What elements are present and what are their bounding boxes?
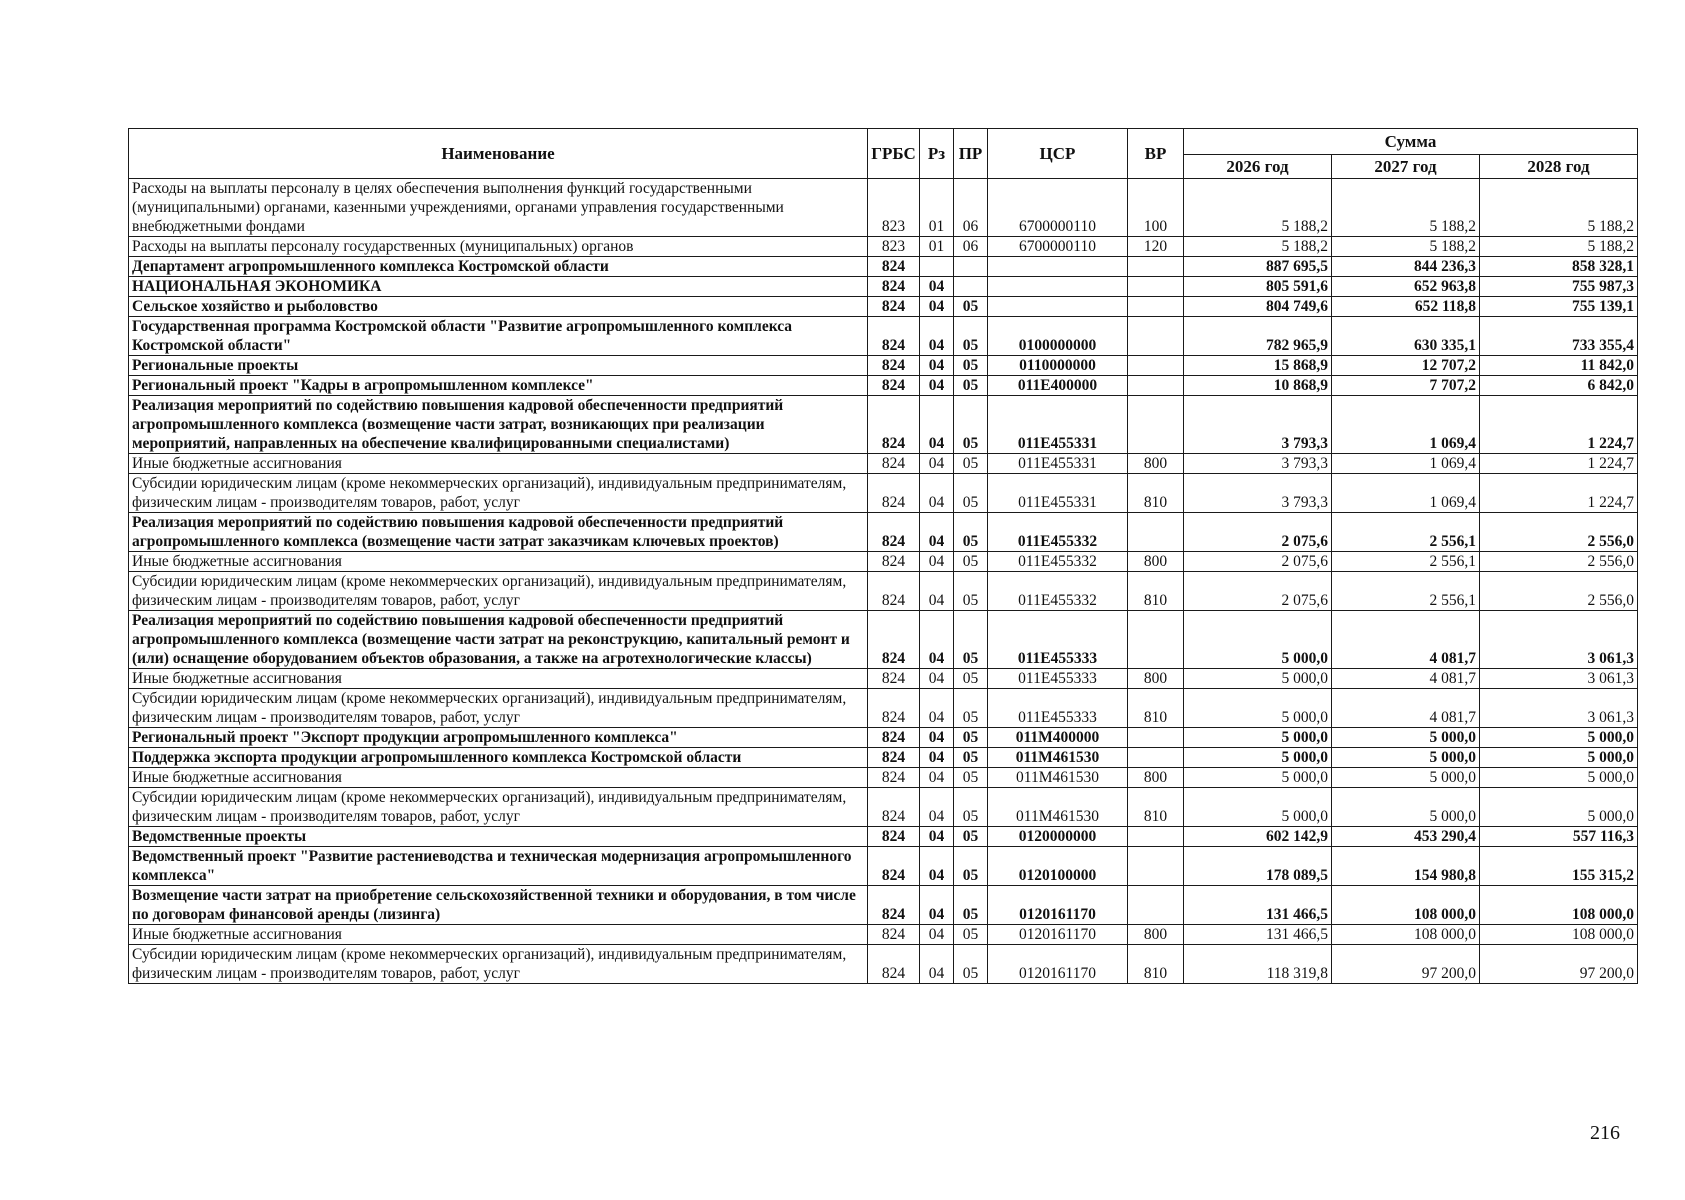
cell-rz: 04 xyxy=(920,669,954,689)
table-row xyxy=(129,827,1638,847)
cell-2028: 557 116,3 xyxy=(1480,827,1638,847)
cell-2026: 602 142,9 xyxy=(1184,827,1332,847)
cell-2027: 652 118,8 xyxy=(1332,297,1480,317)
cell-grbs: 824 xyxy=(868,396,920,454)
cell-vr xyxy=(1128,396,1184,454)
table-row xyxy=(129,728,1638,748)
table-row xyxy=(129,317,1638,356)
cell-2027: 108 000,0 xyxy=(1332,886,1480,925)
cell-2026: 5 000,0 xyxy=(1184,768,1332,788)
cell-2028: 5 000,0 xyxy=(1480,788,1638,827)
cell-grbs: 824 xyxy=(868,572,920,611)
cell-vr xyxy=(1128,297,1184,317)
cell-grbs: 824 xyxy=(868,376,920,396)
cell-2027: 4 081,7 xyxy=(1332,669,1480,689)
cell-name: НАЦИОНАЛЬНАЯ ЭКОНОМИКА xyxy=(129,277,868,297)
cell-grbs: 823 xyxy=(868,237,920,257)
cell-rz: 04 xyxy=(920,474,954,513)
cell-csr: 011Е455331 xyxy=(988,396,1128,454)
cell-grbs: 824 xyxy=(868,788,920,827)
cell-2028: 5 188,2 xyxy=(1480,237,1638,257)
cell-2028: 3 061,3 xyxy=(1480,689,1638,728)
budget-table xyxy=(128,128,1638,984)
table-row xyxy=(129,237,1638,257)
cell-rz: 04 xyxy=(920,277,954,297)
table-row xyxy=(129,513,1638,552)
cell-pr xyxy=(954,277,988,297)
cell-2027: 108 000,0 xyxy=(1332,925,1480,945)
cell-rz: 04 xyxy=(920,748,954,768)
cell-name: Иные бюджетные ассигнования xyxy=(129,454,868,474)
cell-rz: 04 xyxy=(920,611,954,669)
cell-rz: 04 xyxy=(920,886,954,925)
cell-2026: 782 965,9 xyxy=(1184,317,1332,356)
cell-2028: 733 355,4 xyxy=(1480,317,1638,356)
table-row xyxy=(129,297,1638,317)
cell-pr: 05 xyxy=(954,376,988,396)
cell-vr xyxy=(1128,513,1184,552)
cell-rz: 04 xyxy=(920,689,954,728)
table-row xyxy=(129,356,1638,376)
cell-vr: 100 xyxy=(1128,179,1184,237)
cell-name: Ведомственный проект "Развитие растениеводства и техническая модернизация агропромышленного комплекса" xyxy=(129,847,868,886)
cell-2027: 4 081,7 xyxy=(1332,611,1480,669)
cell-2026: 2 075,6 xyxy=(1184,552,1332,572)
cell-grbs: 824 xyxy=(868,945,920,984)
cell-rz: 01 xyxy=(920,179,954,237)
cell-2027: 12 707,2 xyxy=(1332,356,1480,376)
cell-pr: 05 xyxy=(954,945,988,984)
cell-2028: 1 224,7 xyxy=(1480,454,1638,474)
cell-grbs: 824 xyxy=(868,317,920,356)
cell-name: Расходы на выплаты персоналу государственных (муниципальных) органов xyxy=(129,237,868,257)
cell-name: Возмещение части затрат на приобретение сельскохозяйственной техники и оборудования, в том числе по договорам финансовой аренды (лизинга) xyxy=(129,886,868,925)
cell-2027: 453 290,4 xyxy=(1332,827,1480,847)
cell-grbs: 824 xyxy=(868,297,920,317)
table-row xyxy=(129,847,1638,886)
cell-grbs: 824 xyxy=(868,552,920,572)
cell-name: Иные бюджетные ассигнования xyxy=(129,552,868,572)
cell-csr: 011Е455331 xyxy=(988,454,1128,474)
cell-2028: 2 556,0 xyxy=(1480,552,1638,572)
cell-csr: 011Е455333 xyxy=(988,611,1128,669)
cell-vr: 810 xyxy=(1128,788,1184,827)
cell-rz: 04 xyxy=(920,317,954,356)
cell-vr: 810 xyxy=(1128,945,1184,984)
cell-vr xyxy=(1128,356,1184,376)
cell-rz: 04 xyxy=(920,827,954,847)
cell-2028: 755 987,3 xyxy=(1480,277,1638,297)
cell-2028: 755 139,1 xyxy=(1480,297,1638,317)
cell-2026: 5 000,0 xyxy=(1184,611,1332,669)
cell-2028: 5 000,0 xyxy=(1480,728,1638,748)
cell-2026: 887 695,5 xyxy=(1184,257,1332,277)
table-row xyxy=(129,945,1638,984)
cell-2026: 131 466,5 xyxy=(1184,925,1332,945)
cell-grbs: 824 xyxy=(868,257,920,277)
header-grbs: ГРБС xyxy=(868,129,920,179)
cell-name: Региональный проект "Экспорт продукции агропромышленного комплекса" xyxy=(129,728,868,748)
cell-2027: 844 236,3 xyxy=(1332,257,1480,277)
cell-pr: 05 xyxy=(954,827,988,847)
cell-pr: 05 xyxy=(954,454,988,474)
cell-2026: 3 793,3 xyxy=(1184,396,1332,454)
header-name: Наименование xyxy=(129,129,868,179)
cell-pr: 05 xyxy=(954,611,988,669)
cell-2027: 1 069,4 xyxy=(1332,396,1480,454)
table-row xyxy=(129,689,1638,728)
cell-rz: 04 xyxy=(920,513,954,552)
table-row xyxy=(129,669,1638,689)
table-row xyxy=(129,611,1638,669)
cell-csr: 011Е455331 xyxy=(988,474,1128,513)
header-year-2028: 2028 год xyxy=(1480,155,1638,179)
cell-2028: 2 556,0 xyxy=(1480,513,1638,552)
cell-2027: 2 556,1 xyxy=(1332,552,1480,572)
cell-name: Иные бюджетные ассигнования xyxy=(129,768,868,788)
cell-grbs: 824 xyxy=(868,689,920,728)
page-number: 216 xyxy=(1590,1122,1620,1144)
header-csr: ЦСР xyxy=(988,129,1128,179)
cell-2028: 1 224,7 xyxy=(1480,474,1638,513)
cell-csr: 0120161170 xyxy=(988,945,1128,984)
cell-2027: 5 188,2 xyxy=(1332,179,1480,237)
cell-csr xyxy=(988,277,1128,297)
table-row xyxy=(129,277,1638,297)
cell-rz: 04 xyxy=(920,788,954,827)
cell-2027: 4 081,7 xyxy=(1332,689,1480,728)
cell-name: Сельское хозяйство и рыболовство xyxy=(129,297,868,317)
cell-rz: 04 xyxy=(920,552,954,572)
cell-2028: 3 061,3 xyxy=(1480,611,1638,669)
cell-grbs: 824 xyxy=(868,748,920,768)
cell-vr: 800 xyxy=(1128,552,1184,572)
cell-2027: 5 000,0 xyxy=(1332,748,1480,768)
cell-name: Субсидии юридическим лицам (кроме некоммерческих организаций), индивидуальным предпринимателям, физическим лицам - производителям товаров, работ, услуг xyxy=(129,474,868,513)
cell-grbs: 824 xyxy=(868,925,920,945)
cell-2026: 3 793,3 xyxy=(1184,454,1332,474)
cell-2028: 97 200,0 xyxy=(1480,945,1638,984)
cell-rz: 04 xyxy=(920,297,954,317)
table-body xyxy=(129,179,1638,984)
cell-csr: 0100000000 xyxy=(988,317,1128,356)
cell-name: Субсидии юридическим лицам (кроме некоммерческих организаций), индивидуальным предпринимателям, физическим лицам - производителям товаров, работ, услуг xyxy=(129,945,868,984)
cell-2028: 5 000,0 xyxy=(1480,768,1638,788)
cell-grbs: 824 xyxy=(868,513,920,552)
cell-vr xyxy=(1128,611,1184,669)
cell-name: Субсидии юридическим лицам (кроме некоммерческих организаций), индивидуальным предпринимателям, физическим лицам - производителям товаров, работ, услуг xyxy=(129,788,868,827)
table-row xyxy=(129,454,1638,474)
cell-2026: 5 188,2 xyxy=(1184,237,1332,257)
cell-grbs: 824 xyxy=(868,356,920,376)
cell-rz: 04 xyxy=(920,945,954,984)
cell-vr xyxy=(1128,257,1184,277)
cell-pr: 05 xyxy=(954,748,988,768)
cell-pr: 05 xyxy=(954,572,988,611)
cell-2028: 858 328,1 xyxy=(1480,257,1638,277)
table-row xyxy=(129,179,1638,237)
cell-vr: 800 xyxy=(1128,925,1184,945)
cell-2026: 2 075,6 xyxy=(1184,513,1332,552)
cell-2028: 6 842,0 xyxy=(1480,376,1638,396)
cell-2028: 108 000,0 xyxy=(1480,925,1638,945)
cell-2027: 5 000,0 xyxy=(1332,768,1480,788)
cell-pr: 06 xyxy=(954,237,988,257)
cell-name: Региональные проекты xyxy=(129,356,868,376)
cell-csr: 6700000110 xyxy=(988,179,1128,237)
cell-grbs: 824 xyxy=(868,728,920,748)
cell-grbs: 824 xyxy=(868,454,920,474)
cell-2028: 155 315,2 xyxy=(1480,847,1638,886)
cell-2026: 5 000,0 xyxy=(1184,748,1332,768)
cell-name: Департамент агропромышленного комплекса Костромской области xyxy=(129,257,868,277)
cell-pr: 05 xyxy=(954,317,988,356)
cell-csr: 011М461530 xyxy=(988,768,1128,788)
cell-grbs: 824 xyxy=(868,768,920,788)
cell-csr: 011Е455332 xyxy=(988,572,1128,611)
cell-vr: 810 xyxy=(1128,474,1184,513)
cell-name: Реализация мероприятий по содействию повышения кадровой обеспеченности предприятий агропромышленного комплекса (возмещение части затрат на реконструкцию, капитальный ремонт и (или) оснащение оборудованием объектов образования, а также на агротехнологические классы) xyxy=(129,611,868,669)
cell-2026: 178 089,5 xyxy=(1184,847,1332,886)
cell-csr xyxy=(988,257,1128,277)
cell-2028: 1 224,7 xyxy=(1480,396,1638,454)
cell-2028: 5 188,2 xyxy=(1480,179,1638,237)
cell-pr: 05 xyxy=(954,788,988,827)
table-row xyxy=(129,572,1638,611)
cell-grbs: 824 xyxy=(868,611,920,669)
cell-pr: 05 xyxy=(954,474,988,513)
table-row xyxy=(129,552,1638,572)
cell-name: Ведомственные проекты xyxy=(129,827,868,847)
cell-2027: 630 335,1 xyxy=(1332,317,1480,356)
cell-rz: 04 xyxy=(920,925,954,945)
cell-pr: 05 xyxy=(954,925,988,945)
cell-2028: 3 061,3 xyxy=(1480,669,1638,689)
header-sum: Сумма xyxy=(1184,129,1638,155)
cell-pr: 05 xyxy=(954,886,988,925)
cell-name: Субсидии юридическим лицам (кроме некоммерческих организаций), индивидуальным предпринимателям, физическим лицам - производителям товаров, работ, услуг xyxy=(129,689,868,728)
cell-rz: 04 xyxy=(920,396,954,454)
cell-2028: 108 000,0 xyxy=(1480,886,1638,925)
cell-vr: 810 xyxy=(1128,689,1184,728)
cell-2027: 652 963,8 xyxy=(1332,277,1480,297)
cell-2026: 118 319,8 xyxy=(1184,945,1332,984)
cell-2026: 5 188,2 xyxy=(1184,179,1332,237)
cell-2027: 7 707,2 xyxy=(1332,376,1480,396)
cell-2027: 5 188,2 xyxy=(1332,237,1480,257)
cell-name: Реализация мероприятий по содействию повышения кадровой обеспеченности предприятий агропромышленного комплекса (возмещение части затрат заказчикам ключевых проектов) xyxy=(129,513,868,552)
cell-vr: 810 xyxy=(1128,572,1184,611)
cell-2027: 1 069,4 xyxy=(1332,454,1480,474)
cell-csr: 011Е455332 xyxy=(988,513,1128,552)
cell-pr: 06 xyxy=(954,179,988,237)
cell-2027: 1 069,4 xyxy=(1332,474,1480,513)
cell-vr xyxy=(1128,847,1184,886)
cell-2026: 10 868,9 xyxy=(1184,376,1332,396)
header-year-2026: 2026 год xyxy=(1184,155,1332,179)
cell-pr: 05 xyxy=(954,689,988,728)
cell-2026: 5 000,0 xyxy=(1184,669,1332,689)
cell-pr: 05 xyxy=(954,356,988,376)
cell-rz: 04 xyxy=(920,454,954,474)
cell-csr: 0120161170 xyxy=(988,886,1128,925)
cell-vr xyxy=(1128,886,1184,925)
cell-name: Иные бюджетные ассигнования xyxy=(129,669,868,689)
cell-vr xyxy=(1128,317,1184,356)
cell-grbs: 824 xyxy=(868,847,920,886)
cell-grbs: 824 xyxy=(868,277,920,297)
cell-grbs: 824 xyxy=(868,827,920,847)
cell-rz: 04 xyxy=(920,768,954,788)
cell-2028: 11 842,0 xyxy=(1480,356,1638,376)
cell-vr xyxy=(1128,827,1184,847)
cell-csr: 011Е455332 xyxy=(988,552,1128,572)
cell-vr: 800 xyxy=(1128,768,1184,788)
cell-vr: 800 xyxy=(1128,454,1184,474)
cell-csr: 0120161170 xyxy=(988,925,1128,945)
cell-csr: 011Е455333 xyxy=(988,689,1128,728)
cell-2026: 3 793,3 xyxy=(1184,474,1332,513)
cell-csr: 0110000000 xyxy=(988,356,1128,376)
cell-csr: 0120100000 xyxy=(988,847,1128,886)
cell-2028: 5 000,0 xyxy=(1480,748,1638,768)
cell-rz: 04 xyxy=(920,728,954,748)
cell-csr: 6700000110 xyxy=(988,237,1128,257)
table-row xyxy=(129,886,1638,925)
table-header xyxy=(129,129,1638,179)
cell-2027: 2 556,1 xyxy=(1332,513,1480,552)
cell-rz: 01 xyxy=(920,237,954,257)
cell-pr: 05 xyxy=(954,396,988,454)
cell-name: Государственная программа Костромской области "Развитие агропромышленного комплекса Костромской области" xyxy=(129,317,868,356)
table-row xyxy=(129,376,1638,396)
header-vr: ВР xyxy=(1128,129,1184,179)
cell-vr xyxy=(1128,728,1184,748)
cell-pr xyxy=(954,257,988,277)
table-row xyxy=(129,396,1638,454)
cell-pr: 05 xyxy=(954,513,988,552)
table-row xyxy=(129,474,1638,513)
cell-vr xyxy=(1128,277,1184,297)
cell-rz: 04 xyxy=(920,847,954,886)
cell-pr: 05 xyxy=(954,552,988,572)
header-pr: ПР xyxy=(954,129,988,179)
cell-csr: 011М461530 xyxy=(988,748,1128,768)
header-year-2027: 2027 год xyxy=(1332,155,1480,179)
cell-2027: 2 556,1 xyxy=(1332,572,1480,611)
cell-2026: 5 000,0 xyxy=(1184,788,1332,827)
cell-csr: 011М400000 xyxy=(988,728,1128,748)
cell-name: Субсидии юридическим лицам (кроме некоммерческих организаций), индивидуальным предпринимателям, физическим лицам - производителям товаров, работ, услуг xyxy=(129,572,868,611)
table-row xyxy=(129,257,1638,277)
cell-name: Реализация мероприятий по содействию повышения кадровой обеспеченности предприятий агропромышленного комплекса (возмещение части затрат, возникающих при реализации мероприятий, направленных на обеспечение квалифицированными специалистами) xyxy=(129,396,868,454)
header-rz: Рз xyxy=(920,129,954,179)
cell-2027: 154 980,8 xyxy=(1332,847,1480,886)
cell-2026: 2 075,6 xyxy=(1184,572,1332,611)
cell-2026: 5 000,0 xyxy=(1184,728,1332,748)
cell-2026: 805 591,6 xyxy=(1184,277,1332,297)
table-row xyxy=(129,748,1638,768)
cell-name: Иные бюджетные ассигнования xyxy=(129,925,868,945)
cell-csr: 011Е455333 xyxy=(988,669,1128,689)
cell-rz: 04 xyxy=(920,356,954,376)
table-row xyxy=(129,768,1638,788)
cell-pr: 05 xyxy=(954,847,988,886)
cell-name: Поддержка экспорта продукции агропромышленного комплекса Костромской области xyxy=(129,748,868,768)
cell-2027: 5 000,0 xyxy=(1332,728,1480,748)
cell-pr: 05 xyxy=(954,297,988,317)
cell-name: Расходы на выплаты персоналу в целях обеспечения выполнения функций государственными (муниципальными) органами, казенными учреждениями, органами управления государственными внебюджетными фондами xyxy=(129,179,868,237)
cell-2026: 5 000,0 xyxy=(1184,689,1332,728)
cell-vr xyxy=(1128,376,1184,396)
cell-pr: 05 xyxy=(954,768,988,788)
cell-pr: 05 xyxy=(954,669,988,689)
cell-2028: 2 556,0 xyxy=(1480,572,1638,611)
cell-vr: 120 xyxy=(1128,237,1184,257)
cell-vr: 800 xyxy=(1128,669,1184,689)
cell-pr: 05 xyxy=(954,728,988,748)
cell-grbs: 823 xyxy=(868,179,920,237)
cell-grbs: 824 xyxy=(868,669,920,689)
cell-vr xyxy=(1128,748,1184,768)
cell-grbs: 824 xyxy=(868,474,920,513)
cell-csr: 011М461530 xyxy=(988,788,1128,827)
cell-grbs: 824 xyxy=(868,886,920,925)
cell-name: Региональный проект "Кадры в агропромышленном комплексе" xyxy=(129,376,868,396)
cell-2026: 804 749,6 xyxy=(1184,297,1332,317)
cell-2026: 15 868,9 xyxy=(1184,356,1332,376)
cell-2027: 97 200,0 xyxy=(1332,945,1480,984)
cell-csr xyxy=(988,297,1128,317)
cell-2026: 131 466,5 xyxy=(1184,886,1332,925)
cell-csr: 0120000000 xyxy=(988,827,1128,847)
cell-rz xyxy=(920,257,954,277)
cell-rz: 04 xyxy=(920,572,954,611)
table-row xyxy=(129,925,1638,945)
cell-rz: 04 xyxy=(920,376,954,396)
table-row xyxy=(129,788,1638,827)
cell-csr: 011Е400000 xyxy=(988,376,1128,396)
cell-2027: 5 000,0 xyxy=(1332,788,1480,827)
